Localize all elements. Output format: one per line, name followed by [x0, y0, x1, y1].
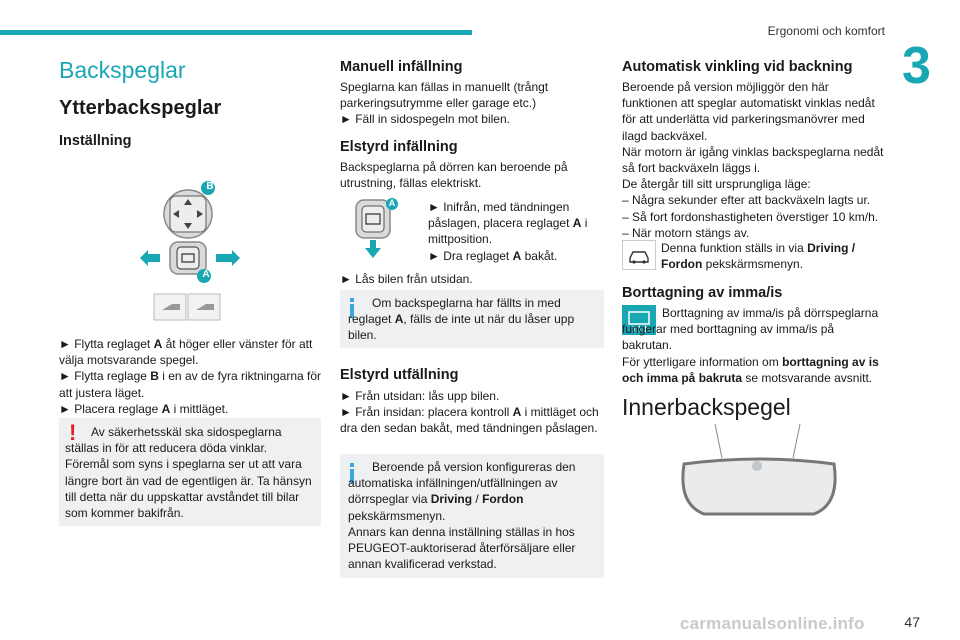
step-1: ► Flytta reglaget A åt höger eller vänster för att välja motsvarande spegel. — [59, 337, 313, 368]
defrost-title: Borttagning av imma/is — [622, 285, 783, 301]
adjustment-steps — [59, 336, 321, 417]
manual-fold-title: Manuell infällning — [340, 59, 463, 75]
page-number: 47 — [904, 614, 920, 630]
header-accent-bar — [0, 30, 472, 35]
auto-item-1: – Några sekunder efter att backväxeln lagts ur. — [622, 193, 871, 208]
header-title: Ergonomi och komfort — [767, 24, 885, 38]
electric-step-2: ► Dra reglaget A bakåt. — [428, 248, 558, 263]
info-text-2: Beroende på version konfigureras den automatiska infällningen/utfällningen av dörrspeglar via Driving / Fordon pekskärmsmenyn. Annars kan denna inställning ställas in hos PEUGEOT-auktoriserad återförsäljare eller annan kvalificerad verkstad. — [348, 460, 576, 572]
auto-item-3: – När motorn stängs av. — [622, 225, 750, 240]
manual-fold-text: Speglarna kan fällas in manuellt (trångt parkeringsutrymme eller garage etc.) — [340, 80, 549, 111]
watermark: carmanualsonline.info — [680, 614, 865, 633]
unfold-step-1: ► Från utsidan: lås upp bilen. — [340, 389, 500, 403]
heading-exterior-mirrors: Ytterbackspeglar — [59, 97, 222, 119]
step-3: ► Placera reglage A i mittläget. — [59, 401, 229, 416]
electric-fold-text: Backspeglarna på dörren kan beroende på utrustning, fällas elektriskt. — [340, 160, 568, 191]
unfold-steps — [340, 388, 604, 437]
electric-steps — [416, 199, 602, 264]
manual-fold-step: ► Fäll in sidospegeln mot bilen. — [340, 112, 510, 126]
warning-icon: ! — [69, 420, 77, 445]
interior-mirror-title: Innerbackspegel — [622, 394, 791, 420]
defrost-text: Borttagning av imma/is på dörrspeglarna fungerar med borttagning av imma/is på bakrutan. För ytterligare information om borttagning av is och imma på bakruta se motsvarande avsnitt. — [622, 306, 879, 385]
auto-tilt-title: Automatisk vinkling vid backning — [622, 59, 853, 75]
label-a: A — [202, 269, 210, 280]
info-box-2 — [340, 454, 604, 578]
warning-text: Av säkerhetsskäl ska sidospeglarna ställas in för att reducera döda vinklar. Föremål som syns i speglarna ser ut att vara längre bort än vad de egentligen är. Ta hänsyn till detta när du uppskattar avståndet till bilar som kommer bakifrån. — [65, 425, 312, 521]
info-box-1 — [340, 290, 604, 348]
step-2: ► Flytta reglage B i en av de fyra riktningarna för att justera läget. — [59, 369, 322, 400]
electric-label-a: A — [388, 198, 396, 208]
auto-tilt-body: Beroende på version möjliggör den här funktionen att speglar automatiskt vinklas nedåt för att underlätta vid parkeringsmanövrer med ilagd backväxel. När motorn är igång vinklas backspeglarna nedåt så fort backväxeln läggs i. De återgår till sitt ursprungliga läge: – Några sekunder efter att backväxeln lagts ur. – Så fort fordonshastigheten överstiger 10 km/h. – När motorn stängs av. — [622, 80, 884, 240]
mirror-control-illustration — [140, 176, 250, 326]
subheading-adjustment: Inställning — [59, 133, 132, 149]
electric-fold-title: Elstyrd infällning — [340, 139, 458, 155]
auto-tilt-note: Denna funktion ställs in via Driving / Fordon pekskärmsmenyn. — [661, 241, 856, 272]
warning-box — [59, 418, 321, 526]
auto-item-2: – Så fort fordonshastigheten överstiger 10 km/h. — [622, 209, 879, 224]
interior-mirror-illustration — [660, 420, 860, 520]
info-text-1: Om backspeglarna har fällts in med reglaget A, fälls de inte ut när du låser upp bilen. — [348, 296, 575, 343]
lock-step: ► Lås bilen från utsidan. — [340, 272, 473, 286]
electric-step-1: ► Inifrån, med tändningen påslagen, placera reglaget A i mittposition. — [428, 200, 588, 247]
electric-unfold-title: Elstyrd utfällning — [340, 367, 459, 383]
car-icon — [622, 240, 656, 270]
chapter-number: 3 — [902, 37, 931, 95]
label-b: B — [206, 181, 214, 192]
unfold-step-2: ► Från insidan: placera kontroll A i mittläget och dra den sedan bakåt, med tändningen påslagen. — [340, 405, 599, 436]
section-title: Backspeglar — [59, 57, 186, 83]
